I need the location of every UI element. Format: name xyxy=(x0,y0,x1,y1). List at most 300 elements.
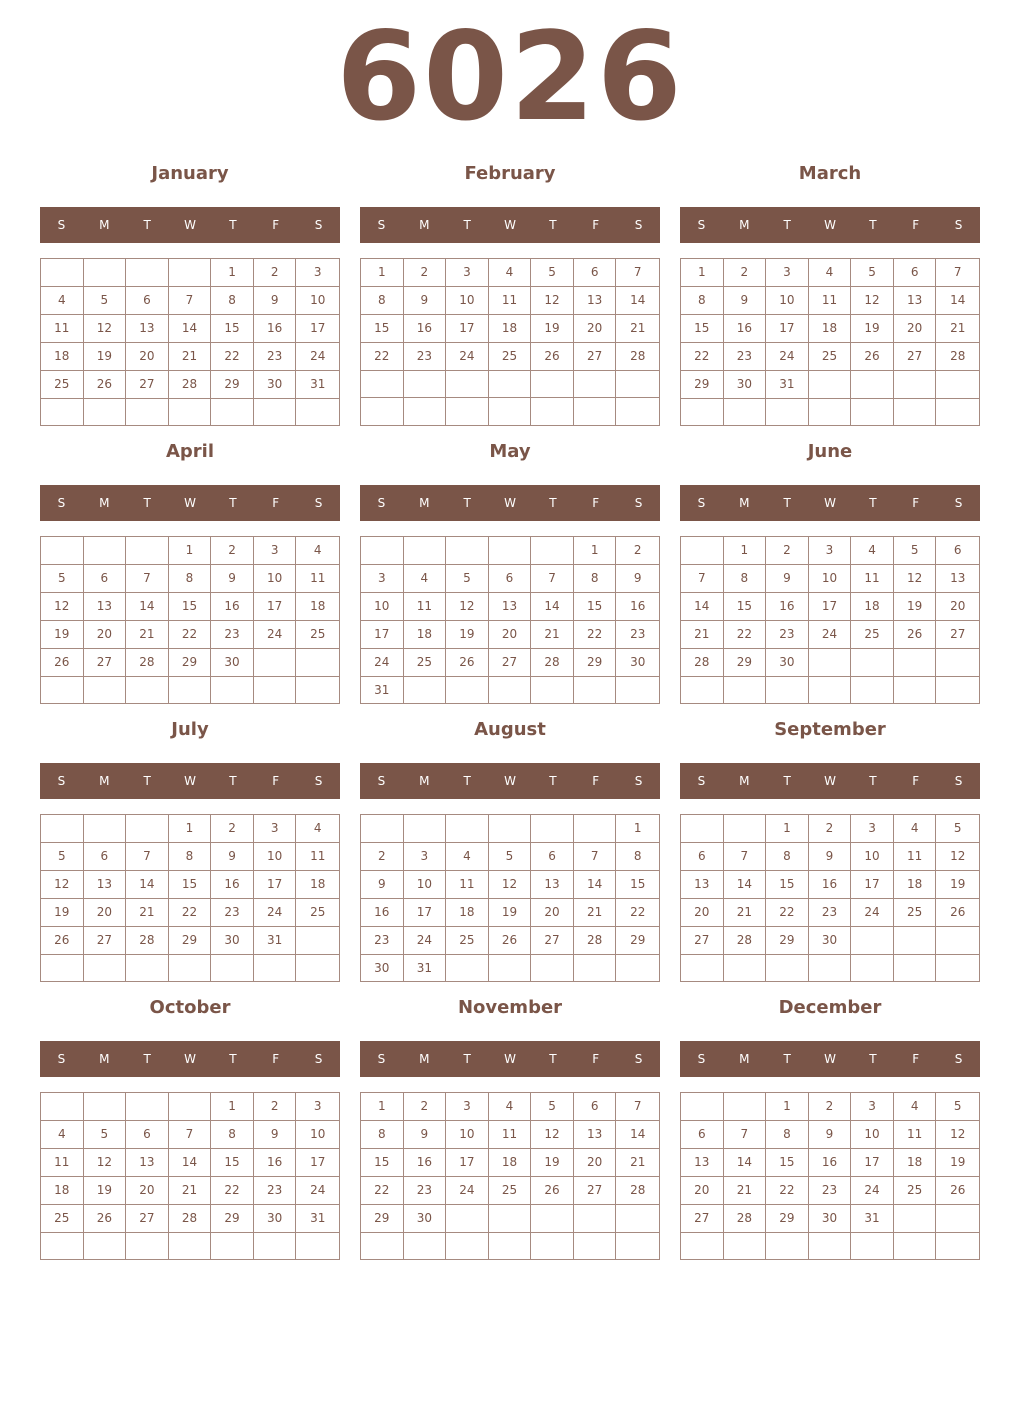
day-cell: 5 xyxy=(531,1093,574,1121)
day-cell: 13 xyxy=(574,1121,617,1149)
month-title: June xyxy=(807,441,853,462)
day-cell: 21 xyxy=(936,315,979,343)
day-cell: 24 xyxy=(404,927,447,955)
weekday-label: T xyxy=(463,218,471,232)
empty-cell xyxy=(489,677,532,704)
day-cell: 27 xyxy=(894,343,937,371)
day-cell: 15 xyxy=(211,315,254,343)
weekday-label: W xyxy=(824,496,836,510)
weekday-header xyxy=(360,485,660,521)
day-cell: 5 xyxy=(936,1093,979,1121)
empty-cell xyxy=(361,537,404,565)
month-title: March xyxy=(798,163,862,184)
empty-cell xyxy=(574,371,617,398)
day-cell: 9 xyxy=(404,287,447,315)
empty-cell xyxy=(84,815,127,843)
day-cell: 26 xyxy=(84,1205,127,1233)
day-cell: 22 xyxy=(361,343,404,371)
empty-cell xyxy=(296,677,339,703)
day-cell: 15 xyxy=(724,593,767,621)
weekday-label: S xyxy=(697,496,706,510)
day-cell: 29 xyxy=(724,649,767,677)
empty-cell xyxy=(489,1233,532,1259)
day-cell: 22 xyxy=(169,621,212,649)
day-cell: 15 xyxy=(211,1149,254,1177)
day-cell: 22 xyxy=(169,899,212,927)
empty-cell xyxy=(894,1233,937,1259)
day-cell: 18 xyxy=(296,593,339,621)
day-cell: 15 xyxy=(766,1149,809,1177)
empty-cell xyxy=(404,537,447,565)
day-cell: 1 xyxy=(766,815,809,843)
day-cell: 8 xyxy=(211,287,254,315)
day-cell: 18 xyxy=(894,1149,937,1177)
empty-cell xyxy=(169,1233,212,1259)
day-cell: 19 xyxy=(446,621,489,649)
day-cell: 11 xyxy=(446,871,489,899)
day-cell: 14 xyxy=(126,593,169,621)
empty-cell xyxy=(84,955,127,981)
day-cell: 26 xyxy=(531,343,574,371)
weekday-header xyxy=(360,763,660,799)
weekday-label: T xyxy=(549,1052,557,1066)
weekday-label: T xyxy=(783,218,791,232)
day-cell: 16 xyxy=(254,1149,297,1177)
day-cell: 20 xyxy=(126,343,169,371)
day-cell: 28 xyxy=(169,371,212,399)
weekday-header xyxy=(680,207,980,243)
day-cell: 26 xyxy=(446,649,489,677)
day-cell: 5 xyxy=(489,843,532,871)
day-cell: 18 xyxy=(809,315,852,343)
weekday-label: T xyxy=(783,496,791,510)
day-cell: 12 xyxy=(531,1121,574,1149)
day-cell: 4 xyxy=(41,287,84,315)
empty-cell xyxy=(84,677,127,703)
day-cell: 9 xyxy=(809,1121,852,1149)
day-cell: 8 xyxy=(211,1121,254,1149)
empty-cell xyxy=(574,398,617,425)
weekday-label: M xyxy=(739,496,750,510)
day-cell: 8 xyxy=(766,1121,809,1149)
day-cell: 29 xyxy=(574,649,617,677)
day-cell: 4 xyxy=(296,815,339,843)
day-cell: 22 xyxy=(211,343,254,371)
day-grid xyxy=(40,814,340,982)
day-cell: 11 xyxy=(489,1121,532,1149)
weekday-label: T xyxy=(463,1052,471,1066)
day-cell: 25 xyxy=(809,343,852,371)
day-cell: 11 xyxy=(809,287,852,315)
empty-cell xyxy=(531,677,574,704)
weekday-label: W xyxy=(504,774,516,788)
day-cell: 14 xyxy=(681,593,724,621)
day-cell: 24 xyxy=(446,343,489,371)
day-cell: 30 xyxy=(766,649,809,677)
empty-cell xyxy=(254,399,297,425)
day-cell: 20 xyxy=(84,621,127,649)
empty-cell xyxy=(531,398,574,425)
empty-cell xyxy=(574,677,617,704)
empty-cell xyxy=(894,649,937,677)
day-cell: 18 xyxy=(296,871,339,899)
day-cell: 2 xyxy=(254,1093,297,1121)
weekday-header xyxy=(40,485,340,521)
day-cell: 18 xyxy=(41,343,84,371)
day-cell: 20 xyxy=(574,1149,617,1177)
day-grid xyxy=(360,536,660,704)
empty-cell xyxy=(169,399,212,425)
weekday-label: F xyxy=(912,496,920,510)
empty-cell xyxy=(531,815,574,843)
day-cell: 17 xyxy=(296,315,339,343)
weekday-label: T xyxy=(229,774,237,788)
weekday-label: S xyxy=(314,774,323,788)
day-cell: 5 xyxy=(84,287,127,315)
day-cell: 11 xyxy=(489,287,532,315)
empty-cell xyxy=(851,927,894,955)
day-cell: 3 xyxy=(254,815,297,843)
empty-cell xyxy=(936,399,979,425)
day-cell: 31 xyxy=(361,677,404,704)
day-cell: 17 xyxy=(361,621,404,649)
day-cell: 20 xyxy=(574,315,617,343)
day-cell: 10 xyxy=(446,287,489,315)
empty-cell xyxy=(211,1233,254,1259)
weekday-label: T xyxy=(229,1052,237,1066)
day-cell: 21 xyxy=(616,315,659,343)
day-cell: 17 xyxy=(254,593,297,621)
day-cell: 27 xyxy=(681,1205,724,1233)
day-cell: 19 xyxy=(531,315,574,343)
day-cell: 6 xyxy=(681,1121,724,1149)
day-cell: 15 xyxy=(361,315,404,343)
day-cell: 12 xyxy=(531,287,574,315)
day-cell: 1 xyxy=(681,259,724,287)
weekday-label: S xyxy=(314,1052,323,1066)
day-cell: 11 xyxy=(41,315,84,343)
day-cell: 22 xyxy=(681,343,724,371)
day-cell: 24 xyxy=(296,343,339,371)
weekday-label: S xyxy=(634,774,643,788)
day-cell: 19 xyxy=(894,593,937,621)
empty-cell xyxy=(84,1093,127,1121)
empty-cell xyxy=(126,259,169,287)
weekday-label: S xyxy=(954,496,963,510)
day-cell: 7 xyxy=(169,1121,212,1149)
day-cell: 21 xyxy=(724,899,767,927)
weekday-label: S xyxy=(57,1052,66,1066)
empty-cell xyxy=(936,955,979,981)
weekday-label: T xyxy=(143,218,151,232)
day-cell: 28 xyxy=(126,649,169,677)
day-cell: 9 xyxy=(361,871,404,899)
day-cell: 27 xyxy=(936,621,979,649)
day-cell: 1 xyxy=(361,259,404,287)
day-cell: 23 xyxy=(809,899,852,927)
weekday-label: T xyxy=(869,774,877,788)
weekday-label: S xyxy=(954,1052,963,1066)
weekday-label: M xyxy=(739,218,750,232)
day-cell: 9 xyxy=(766,565,809,593)
day-cell: 4 xyxy=(41,1121,84,1149)
weekday-label: S xyxy=(954,774,963,788)
day-cell: 20 xyxy=(126,1177,169,1205)
day-cell: 16 xyxy=(361,899,404,927)
empty-cell xyxy=(41,955,84,981)
empty-cell xyxy=(894,399,937,425)
day-cell: 2 xyxy=(404,1093,447,1121)
day-cell: 24 xyxy=(254,621,297,649)
day-cell: 28 xyxy=(616,343,659,371)
day-cell: 30 xyxy=(404,1205,447,1233)
day-cell: 5 xyxy=(936,815,979,843)
day-cell: 23 xyxy=(211,621,254,649)
empty-cell xyxy=(169,259,212,287)
day-cell: 20 xyxy=(681,899,724,927)
day-cell: 4 xyxy=(296,537,339,565)
empty-cell xyxy=(489,1205,532,1233)
empty-cell xyxy=(41,677,84,703)
day-cell: 19 xyxy=(41,899,84,927)
day-cell: 29 xyxy=(766,1205,809,1233)
empty-cell xyxy=(851,677,894,703)
day-cell: 6 xyxy=(84,565,127,593)
day-cell: 4 xyxy=(489,1093,532,1121)
day-cell: 8 xyxy=(169,843,212,871)
day-cell: 9 xyxy=(254,1121,297,1149)
weekday-header xyxy=(40,1041,340,1077)
day-cell: 4 xyxy=(446,843,489,871)
day-cell: 7 xyxy=(126,843,169,871)
empty-cell xyxy=(84,1233,127,1259)
empty-cell xyxy=(851,955,894,981)
empty-cell xyxy=(254,649,297,677)
day-cell: 10 xyxy=(404,871,447,899)
day-cell: 3 xyxy=(254,537,297,565)
day-cell: 2 xyxy=(616,537,659,565)
weekday-label: W xyxy=(504,496,516,510)
weekday-header xyxy=(40,763,340,799)
day-cell: 5 xyxy=(41,565,84,593)
empty-cell xyxy=(681,399,724,425)
day-cell: 2 xyxy=(211,815,254,843)
day-cell: 7 xyxy=(936,259,979,287)
day-cell: 1 xyxy=(724,537,767,565)
weekday-label: T xyxy=(783,774,791,788)
day-cell: 14 xyxy=(724,1149,767,1177)
day-cell: 20 xyxy=(489,621,532,649)
day-cell: 20 xyxy=(681,1177,724,1205)
day-cell: 25 xyxy=(489,343,532,371)
empty-cell xyxy=(616,1233,659,1259)
day-cell: 20 xyxy=(531,899,574,927)
empty-cell xyxy=(169,1093,212,1121)
empty-cell xyxy=(724,677,767,703)
day-cell: 29 xyxy=(211,1205,254,1233)
day-cell: 21 xyxy=(531,621,574,649)
day-cell: 10 xyxy=(446,1121,489,1149)
day-cell: 23 xyxy=(254,1177,297,1205)
day-cell: 19 xyxy=(84,1177,127,1205)
day-cell: 4 xyxy=(894,1093,937,1121)
day-cell: 30 xyxy=(616,649,659,677)
day-cell: 2 xyxy=(254,259,297,287)
day-cell: 6 xyxy=(574,1093,617,1121)
empty-cell xyxy=(766,1233,809,1259)
month-title: April xyxy=(165,441,215,462)
day-cell: 29 xyxy=(211,371,254,399)
day-cell: 17 xyxy=(851,871,894,899)
weekday-label: F xyxy=(592,218,600,232)
day-cell: 10 xyxy=(254,843,297,871)
month-title: July xyxy=(171,719,209,740)
day-cell: 20 xyxy=(894,315,937,343)
day-cell: 3 xyxy=(446,1093,489,1121)
empty-cell xyxy=(766,955,809,981)
empty-cell xyxy=(126,815,169,843)
day-cell: 3 xyxy=(809,537,852,565)
weekday-label: F xyxy=(272,774,280,788)
weekday-label: M xyxy=(739,1052,750,1066)
empty-cell xyxy=(724,1093,767,1121)
empty-cell xyxy=(254,677,297,703)
day-cell: 23 xyxy=(211,899,254,927)
day-cell: 1 xyxy=(766,1093,809,1121)
empty-cell xyxy=(681,815,724,843)
day-cell: 18 xyxy=(41,1177,84,1205)
day-cell: 27 xyxy=(126,371,169,399)
empty-cell xyxy=(809,677,852,703)
day-cell: 8 xyxy=(616,843,659,871)
day-cell: 21 xyxy=(724,1177,767,1205)
day-cell: 22 xyxy=(616,899,659,927)
month-title: November xyxy=(457,997,563,1018)
day-cell: 17 xyxy=(254,871,297,899)
day-cell: 16 xyxy=(211,871,254,899)
empty-cell xyxy=(936,677,979,703)
empty-cell xyxy=(126,955,169,981)
day-cell: 6 xyxy=(126,287,169,315)
day-cell: 9 xyxy=(724,287,767,315)
day-cell: 26 xyxy=(84,371,127,399)
empty-cell xyxy=(41,259,84,287)
day-cell: 26 xyxy=(531,1177,574,1205)
day-cell: 14 xyxy=(126,871,169,899)
day-cell: 21 xyxy=(169,343,212,371)
day-cell: 1 xyxy=(169,815,212,843)
day-cell: 23 xyxy=(404,343,447,371)
weekday-label: F xyxy=(912,218,920,232)
day-cell: 7 xyxy=(126,565,169,593)
day-cell: 31 xyxy=(851,1205,894,1233)
empty-cell xyxy=(809,649,852,677)
weekday-label: M xyxy=(419,496,430,510)
empty-cell xyxy=(296,927,339,955)
empty-cell xyxy=(936,927,979,955)
day-cell: 13 xyxy=(489,593,532,621)
day-cell: 24 xyxy=(254,899,297,927)
empty-cell xyxy=(681,677,724,703)
weekday-header xyxy=(680,763,980,799)
day-cell: 2 xyxy=(766,537,809,565)
empty-cell xyxy=(446,1233,489,1259)
day-cell: 28 xyxy=(574,927,617,955)
day-cell: 13 xyxy=(936,565,979,593)
day-cell: 16 xyxy=(404,315,447,343)
weekday-label: M xyxy=(99,774,110,788)
day-cell: 10 xyxy=(851,1121,894,1149)
empty-cell xyxy=(616,1205,659,1233)
empty-cell xyxy=(851,1233,894,1259)
day-cell: 7 xyxy=(616,1093,659,1121)
weekday-label: S xyxy=(57,218,66,232)
month-title: February xyxy=(464,163,556,184)
day-cell: 24 xyxy=(446,1177,489,1205)
empty-cell xyxy=(809,1233,852,1259)
day-cell: 17 xyxy=(766,315,809,343)
day-cell: 19 xyxy=(531,1149,574,1177)
day-cell: 12 xyxy=(84,315,127,343)
weekday-header xyxy=(360,207,660,243)
day-cell: 9 xyxy=(616,565,659,593)
day-cell: 3 xyxy=(361,565,404,593)
day-cell: 12 xyxy=(41,593,84,621)
empty-cell xyxy=(41,815,84,843)
empty-cell xyxy=(894,371,937,399)
day-cell: 13 xyxy=(126,1149,169,1177)
empty-cell xyxy=(531,955,574,982)
weekday-label: T xyxy=(549,218,557,232)
day-grid xyxy=(360,814,660,982)
empty-cell xyxy=(84,537,127,565)
empty-cell xyxy=(211,677,254,703)
day-cell: 6 xyxy=(681,843,724,871)
empty-cell xyxy=(681,537,724,565)
day-cell: 23 xyxy=(404,1177,447,1205)
year-title: 6026 xyxy=(336,6,684,148)
day-cell: 28 xyxy=(936,343,979,371)
day-grid xyxy=(360,1092,660,1260)
day-cell: 27 xyxy=(84,649,127,677)
day-cell: 27 xyxy=(574,1177,617,1205)
empty-cell xyxy=(446,815,489,843)
weekday-label: W xyxy=(824,1052,836,1066)
empty-cell xyxy=(616,677,659,704)
weekday-label: S xyxy=(377,1052,386,1066)
day-cell: 25 xyxy=(296,621,339,649)
weekday-label: S xyxy=(314,496,323,510)
day-cell: 12 xyxy=(446,593,489,621)
day-cell: 3 xyxy=(296,259,339,287)
day-cell: 4 xyxy=(851,537,894,565)
weekday-label: S xyxy=(954,218,963,232)
weekday-label: S xyxy=(377,496,386,510)
day-cell: 16 xyxy=(809,871,852,899)
day-cell: 7 xyxy=(724,1121,767,1149)
day-cell: 8 xyxy=(766,843,809,871)
day-cell: 11 xyxy=(296,565,339,593)
day-cell: 28 xyxy=(681,649,724,677)
day-cell: 19 xyxy=(936,871,979,899)
day-cell: 18 xyxy=(894,871,937,899)
day-cell: 4 xyxy=(809,259,852,287)
day-cell: 27 xyxy=(126,1205,169,1233)
weekday-label: S xyxy=(377,774,386,788)
day-cell: 26 xyxy=(489,927,532,955)
empty-cell xyxy=(361,371,404,398)
day-cell: 31 xyxy=(296,1205,339,1233)
